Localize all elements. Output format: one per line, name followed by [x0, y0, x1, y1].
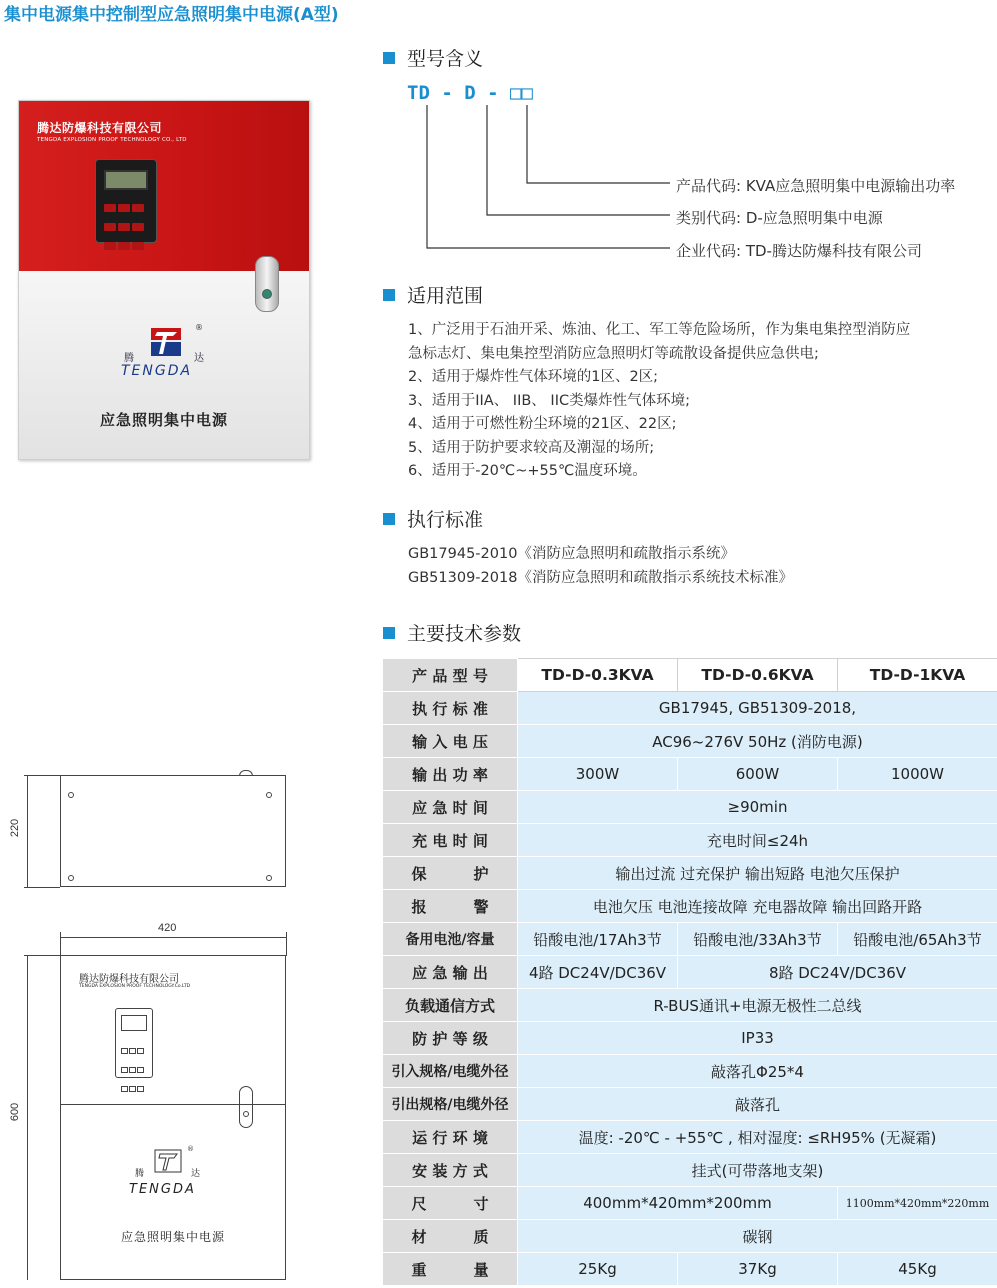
- table-cell: 充电时间≤24h: [518, 824, 997, 857]
- table-cell-label: 备用电池/容量: [383, 923, 518, 956]
- scope-item: 6、适用于-20℃~+55℃温度环境。: [408, 463, 647, 479]
- table-cell-label: 应 急 输 出: [383, 956, 518, 989]
- section-heading: 适用范围: [407, 285, 484, 307]
- model-line-category: 类别代码: D-应急照明集中电源: [676, 209, 883, 227]
- scope-item: 2、适用于爆炸性气体环境的1区、2区;: [408, 369, 659, 385]
- table-header-cell: TD-D-0.3KVA: [518, 659, 678, 692]
- table-row: [383, 923, 997, 956]
- scope-item: 4、适用于可燃性粉尘环境的21区、22区;: [408, 416, 677, 432]
- table-cell-label: 运 行 环 境: [383, 1121, 518, 1154]
- section-bullet-icon: [383, 289, 395, 301]
- table-cell: 400mm*420mm*200mm: [518, 1187, 838, 1220]
- table-cell: 25Kg: [518, 1253, 678, 1286]
- table-cell-label: 输 出 功 率: [383, 758, 518, 791]
- table-cell: 敲落孔: [518, 1088, 997, 1121]
- table-cell: GB17945, GB51309-2018,: [518, 692, 997, 725]
- table-cell-label: 防 护 等 级: [383, 1022, 518, 1055]
- brand-cn-left: 腾: [124, 353, 134, 364]
- drawing-brand-cn-right: 达: [191, 1169, 201, 1179]
- model-line-company: 企业代码: TD-腾达防爆科技有限公司: [676, 242, 922, 260]
- table-cell-label: 引出规格/电缆外径: [383, 1088, 518, 1121]
- dim-line-600: [27, 955, 28, 1280]
- table-row: [383, 725, 997, 758]
- scope-item: 3、适用于IIA、 IIB、 IIC类爆炸性气体环境;: [408, 392, 690, 409]
- table-cell: 300W: [518, 758, 678, 791]
- dim-420: 420: [158, 922, 177, 934]
- section-model-meaning: [383, 44, 483, 71]
- table-cell-label: 安 装 方 式: [383, 1154, 518, 1187]
- table-cell-label: 保 护: [383, 857, 518, 890]
- table-cell: 1000W: [838, 758, 997, 791]
- table-row: [383, 824, 997, 857]
- section-heading: 主要技术参数: [407, 623, 522, 645]
- keypad: [103, 200, 151, 257]
- dim-220: 220: [9, 818, 22, 838]
- table-row: [383, 890, 997, 923]
- spec-table: [382, 658, 997, 1286]
- table-row: [383, 956, 997, 989]
- table-cell-label: 引入规格/电缆外径: [383, 1055, 518, 1088]
- table-cell-label: 材 质: [383, 1220, 518, 1253]
- control-panel: [95, 159, 157, 243]
- table-cell-label: 执 行 标 准: [383, 692, 518, 725]
- table-cell-label: 重 量: [383, 1253, 518, 1286]
- product-photo: [18, 100, 310, 460]
- drawing-company-name: 腾达防爆科技有限公司: [79, 974, 179, 985]
- table-cell: AC96~276V 50Hz (消防电源): [518, 725, 997, 758]
- drawing-door-handle: [239, 1086, 253, 1128]
- table-row: [383, 1187, 997, 1220]
- table-row: [383, 758, 997, 791]
- table-header-cell: TD-D-0.6KVA: [678, 659, 838, 692]
- table-row: [383, 1088, 997, 1121]
- table-cell: 1100mm*420mm*220mm: [838, 1187, 997, 1220]
- drawing-brand-cn-left: 腾: [135, 1169, 145, 1179]
- table-row: [383, 989, 997, 1022]
- table-cell: 输出过流 过充保护 输出短路 电池欠压保护: [518, 857, 997, 890]
- standard-item: GB17945-2010《消防应急照明和疏散指示系统》: [408, 546, 735, 562]
- front-view-drawing: [60, 955, 286, 1280]
- table-row: [383, 1022, 997, 1055]
- cabinet-company-name: 腾达防爆科技有限公司: [37, 121, 163, 135]
- table-cell: R-BUS通讯+电源无极性二总线: [518, 989, 997, 1022]
- table-row: [383, 1154, 997, 1187]
- registered-mark: ®: [195, 323, 203, 332]
- scope-item: 1、广泛用于石油开采、炼油、化工、军工等危险场所，作为集电集控型消防应: [408, 322, 911, 338]
- drawing-logo-icon: [153, 1149, 187, 1175]
- section-heading: 型号含义: [407, 48, 484, 70]
- standards-list: [408, 543, 793, 590]
- lcd-screen: [104, 170, 148, 190]
- table-row: [383, 857, 997, 890]
- scope-item: 急标志灯、集电集控型消防应急照明灯等疏散设备提供应急供电;: [408, 345, 819, 362]
- table-cell: 温度: -20℃ - +55℃ , 相对湿度: ≤RH95% (无凝霜): [518, 1121, 997, 1154]
- table-cell-label: 报 警: [383, 890, 518, 923]
- table-row: [383, 692, 997, 725]
- table-cell-label: 应 急 时 间: [383, 791, 518, 824]
- drawing-control-panel: [115, 1008, 153, 1078]
- cabinet-company-name-en: TENGDA EXPLOSION PROOF TECHNOLOGY CO., LTD: [37, 137, 187, 143]
- dim-line-220: [27, 775, 28, 887]
- table-header-row: [383, 659, 997, 692]
- table-cell-label: 充 电 时 间: [383, 824, 518, 857]
- table-header-cell: TD-D-1KVA: [838, 659, 997, 692]
- door-handle: [255, 256, 279, 312]
- table-cell: 碳钢: [518, 1220, 997, 1253]
- section-bullet-icon: [383, 52, 395, 64]
- table-cell: 挂式(可带落地支架): [518, 1154, 997, 1187]
- model-line-product: 产品代码: KVA应急照明集中电源输出功率: [676, 177, 956, 195]
- standard-item: GB51309-2018《消防应急照明和疏散指示系统技术标准》: [408, 569, 793, 586]
- table-cell: 8路 DC24V/DC36V: [678, 956, 997, 989]
- table-cell-label: 负载通信方式: [383, 989, 518, 1022]
- table-cell: 敲落孔Φ25*4: [518, 1055, 997, 1088]
- table-cell: 铅酸电池/65Ah3节: [838, 923, 997, 956]
- table-row: [383, 791, 997, 824]
- drawing-registered-mark: ®: [187, 1145, 194, 1153]
- table-cell: 4路 DC24V/DC36V: [518, 956, 678, 989]
- table-cell: 铅酸电池/33Ah3节: [678, 923, 838, 956]
- table-cell-label: 尺 寸: [383, 1187, 518, 1220]
- dim-line-420: [60, 937, 286, 938]
- brand-cn-right: 达: [194, 353, 204, 364]
- scope-list: [408, 319, 997, 484]
- tengda-logo-icon: [147, 326, 191, 360]
- scope-item: 5、适用于防护要求较高及潮湿的场所;: [408, 439, 655, 456]
- section-standards: [383, 505, 483, 532]
- table-cell: 45Kg: [838, 1253, 997, 1286]
- section-scope: [383, 281, 483, 308]
- table-cell: 电池欠压 电池连接故障 充电器故障 输出回路开路: [518, 890, 997, 923]
- table-cell: 600W: [678, 758, 838, 791]
- page-title: 集中电源集中控制型应急照明集中电源(A型): [4, 5, 339, 25]
- table-cell: ≥90min: [518, 791, 997, 824]
- cabinet-label: 应急照明集中电源: [99, 411, 228, 429]
- section-bullet-icon: [383, 513, 395, 525]
- table-cell: 37Kg: [678, 1253, 838, 1286]
- section-bullet-icon: [383, 627, 395, 639]
- top-view-drawing: [60, 775, 286, 887]
- drawing-brand-en: TENGDA: [129, 1182, 196, 1197]
- table-cell-label: 产 品 型 号: [383, 659, 518, 692]
- table-row: [383, 1253, 997, 1286]
- drawing-label: 应急照明集中电源: [120, 1230, 225, 1244]
- table-cell-label: 输 入 电 压: [383, 725, 518, 758]
- dim-600: 600: [9, 1102, 22, 1122]
- table-row: [383, 1220, 997, 1253]
- section-heading: 执行标准: [407, 509, 484, 531]
- table-row: [383, 1055, 997, 1088]
- model-code-leader-lines: [415, 103, 675, 253]
- table-cell: 铅酸电池/17Ah3节: [518, 923, 678, 956]
- model-code: TD - D - □□: [407, 82, 533, 104]
- drawing-company-name-en: TENGDA EXPLOSION PROOF TECHNOLOGY.Co.LTD: [79, 984, 191, 989]
- section-params: [383, 619, 521, 646]
- table-row: [383, 1121, 997, 1154]
- table-cell: IP33: [518, 1022, 997, 1055]
- brand-en: TENGDA: [121, 363, 193, 379]
